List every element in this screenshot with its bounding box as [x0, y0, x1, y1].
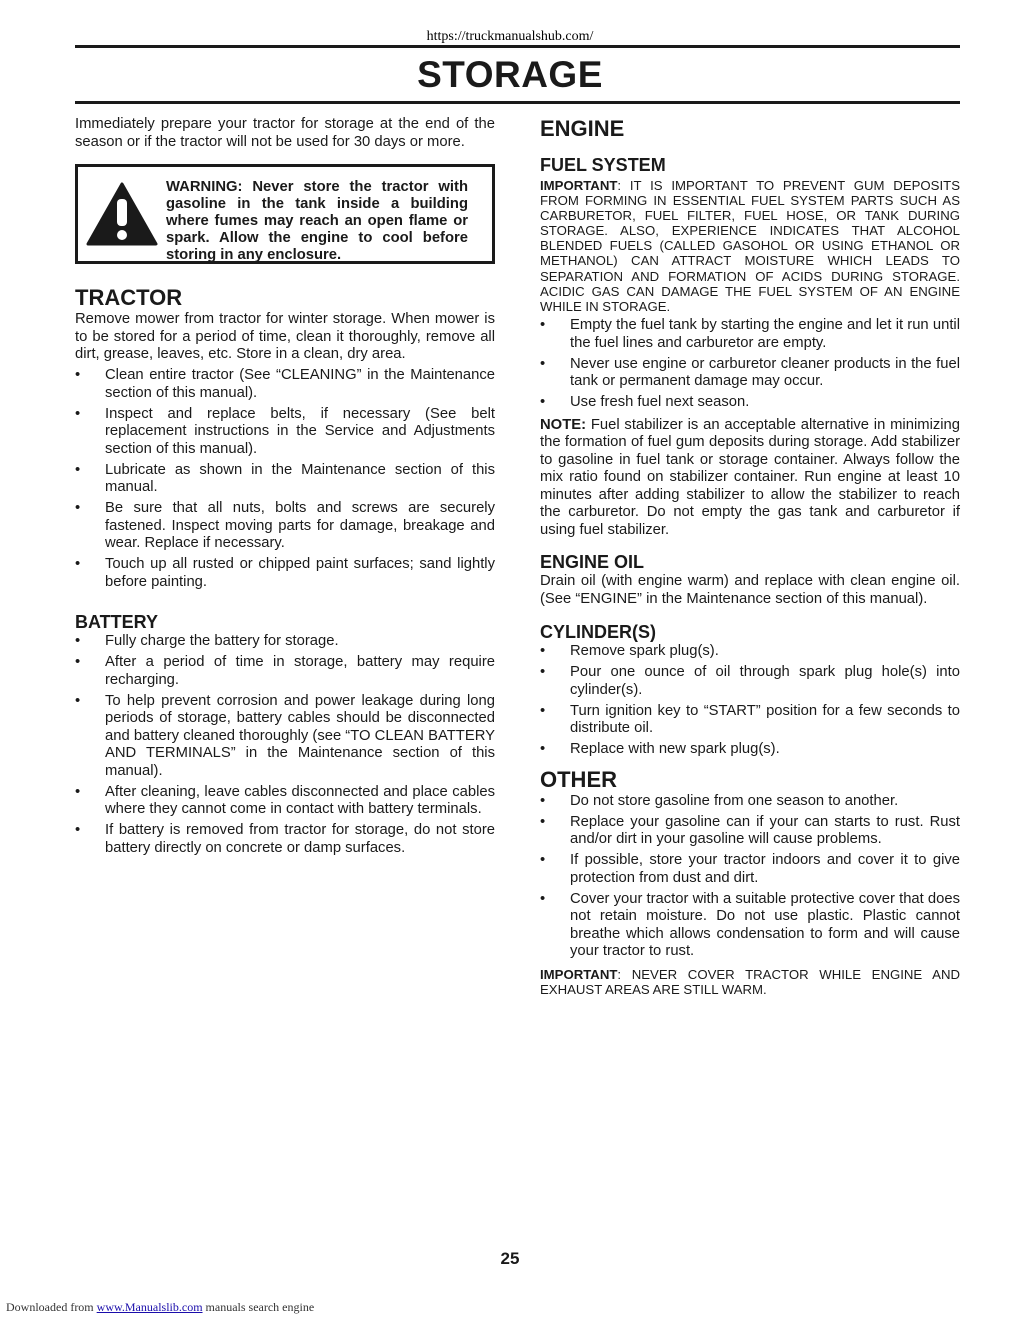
intro-paragraph: Immediately prepare your tractor for storage at the end of the season or if the tractor will not be used for 30 days or more.	[75, 116, 495, 150]
fuel-important-paragraph: IMPORTANT: IT IS IMPORTANT TO PREVENT GUM DEPOSITS FROM FORMING IN ESSENTIAL FUEL SYSTEM PARTS SUCH AS CARBURETOR, FUEL FILTER, FUEL HOSE, OR TANK DURING STORAGE. ALSO, EXPERIENCE INDICATES THAT ALCOHOL BLENDED FUELS (CALLED GASOHOL OR USING ETHANOL OR METHANOL) CAN ATTRACT MOISTURE WHICH LEADS TO SEPARATION AND FORMATION OF ACIDS DURING STORAGE. ACIDIC GAS CAN DAMAGE THE FUEL SYSTEM OF AN ENGINE WHILE IN STORAGE.	[540, 178, 960, 314]
battery-list	[75, 633, 495, 857]
other-heading: OTHER	[540, 766, 617, 792]
left-column	[75, 116, 495, 857]
engine-oil-heading: ENGINE OIL	[540, 552, 645, 573]
list-item: • Do not store gasoline from one season to another.	[540, 792, 899, 809]
list-item: • After cleaning, leave cables disconnected and place cables where they cannot come in contact with battery terminals.	[75, 783, 495, 817]
warning-box	[75, 164, 495, 264]
list-item: • Remove spark plug(s).	[540, 643, 719, 660]
list-item: • To help prevent corrosion and power leakage during long periods of storage, battery cables should be disconnected and battery cleaned thoroughly (see “TO CLEAN BATTERY AND TERMINALS” in the Maintenance section of this manual).	[75, 692, 495, 779]
list-item: • After a period of time in storage, battery may require recharging.	[75, 654, 495, 688]
list-item: • Lubricate as shown in the Maintenance section of this manual.	[75, 461, 495, 495]
tractor-body: Remove mower from tractor for winter storage. When mower is to be stored for a period of time, clean it thoroughly, remove all dirt, grease, leaves, etc. Store in a clean, dry area.	[75, 311, 495, 362]
list-item: • Clean entire tractor (See “CLEANING” in the Maintenance section of this manual).	[75, 367, 495, 401]
list-item: • Never use engine or carburetor cleaner products in the fuel tank or permanent damage may occur.	[540, 355, 960, 390]
other-important-paragraph: IMPORTANT: NEVER COVER TRACTOR WHILE ENGINE AND EXHAUST AREAS ARE STILL WARM.	[540, 966, 960, 997]
list-item: • If battery is removed from tractor for storage, do not store battery directly on concrete or damp surfaces.	[75, 822, 495, 856]
engine-oil-body: Drain oil (with engine warm) and replace with clean engine oil. (See “ENGINE” in the Maintenance section of this manual).	[540, 573, 960, 607]
right-column	[540, 116, 960, 997]
fuel-list	[540, 317, 960, 412]
fuel-note-paragraph: NOTE: Fuel stabilizer is an acceptable alternative in minimizing the formation of fuel gum deposits during storage. Add stabilizer to gasoline in fuel tank or storage container. Always follow the mix ratio found on stabilizer container. Run engine at least 10 minutes after adding stabilizer to allow the stabilizer to reach the carburetor. Do not empty the gas tank and carburetor if using fuel stabilizer.	[540, 416, 960, 538]
tractor-list	[75, 367, 495, 591]
tractor-heading: TRACTOR	[75, 285, 183, 310]
page-title: STORAGE	[417, 54, 603, 95]
list-item: • Pour one ounce of oil through spark plug hole(s) into cylinder(s).	[540, 664, 960, 698]
list-item: • Replace with new spark plug(s).	[540, 741, 780, 758]
list-item: • Use fresh fuel next season.	[540, 394, 750, 411]
cylinders-list	[540, 643, 960, 759]
cylinders-heading: CYLINDER(S)	[540, 622, 656, 643]
warning-text: WARNING: Never store the tractor with gasoline in the tank inside a building where fumes may reach an open flame or spark. Allow the engine to cool before storing in any enclosure.	[166, 179, 468, 263]
list-item: • Empty the fuel tank by starting the engine and let it run until the fuel lines and carburetor are empty.	[540, 317, 960, 351]
list-item: • Turn ignition key to “START” position for a few seconds to distribute oil.	[540, 702, 960, 737]
warning-triangle-icon	[86, 181, 158, 247]
engine-heading: ENGINE	[540, 116, 625, 141]
list-item: • Replace your gasoline can if your can starts to rust. Rust and/or dirt in your gasoline will cause problems.	[540, 813, 960, 848]
header-rule-top	[75, 45, 960, 48]
other-list	[540, 793, 960, 961]
battery-heading: BATTERY	[75, 612, 158, 632]
list-item: • Touch up all rusted or chipped paint surfaces; sand lightly before painting.	[75, 556, 495, 590]
list-item: • If possible, store your tractor indoors and cover it to give protection from dust and dirt.	[540, 852, 960, 886]
manualslib-link[interactable]: www.Manualslib.com	[96, 1300, 203, 1314]
list-item: • Fully charge the battery for storage.	[75, 633, 339, 649]
list-item: • Inspect and replace belts, if necessary (See belt replacement instructions in the Service and Adjustments section of this manual).	[75, 405, 495, 457]
list-item: • Cover your tractor with a suitable protective cover that does not retain moisture. Do not use plastic. Plastic cannot breathe which allows condensation to form and will cause your tractor to rust.	[540, 890, 960, 960]
list-item: • Be sure that all nuts, bolts and screws are securely fastened. Inspect moving parts for damage, breakage and wear. Replace if necessary.	[75, 500, 495, 551]
source-url: https://truckmanualshub.com/	[426, 29, 594, 44]
header-rule-bottom	[75, 101, 960, 104]
fuel-system-heading: FUEL SYSTEM	[540, 155, 666, 175]
download-footer: Downloaded from www.Manualslib.com manuals search engine	[6, 1300, 315, 1314]
page-number: 25	[500, 1249, 520, 1268]
